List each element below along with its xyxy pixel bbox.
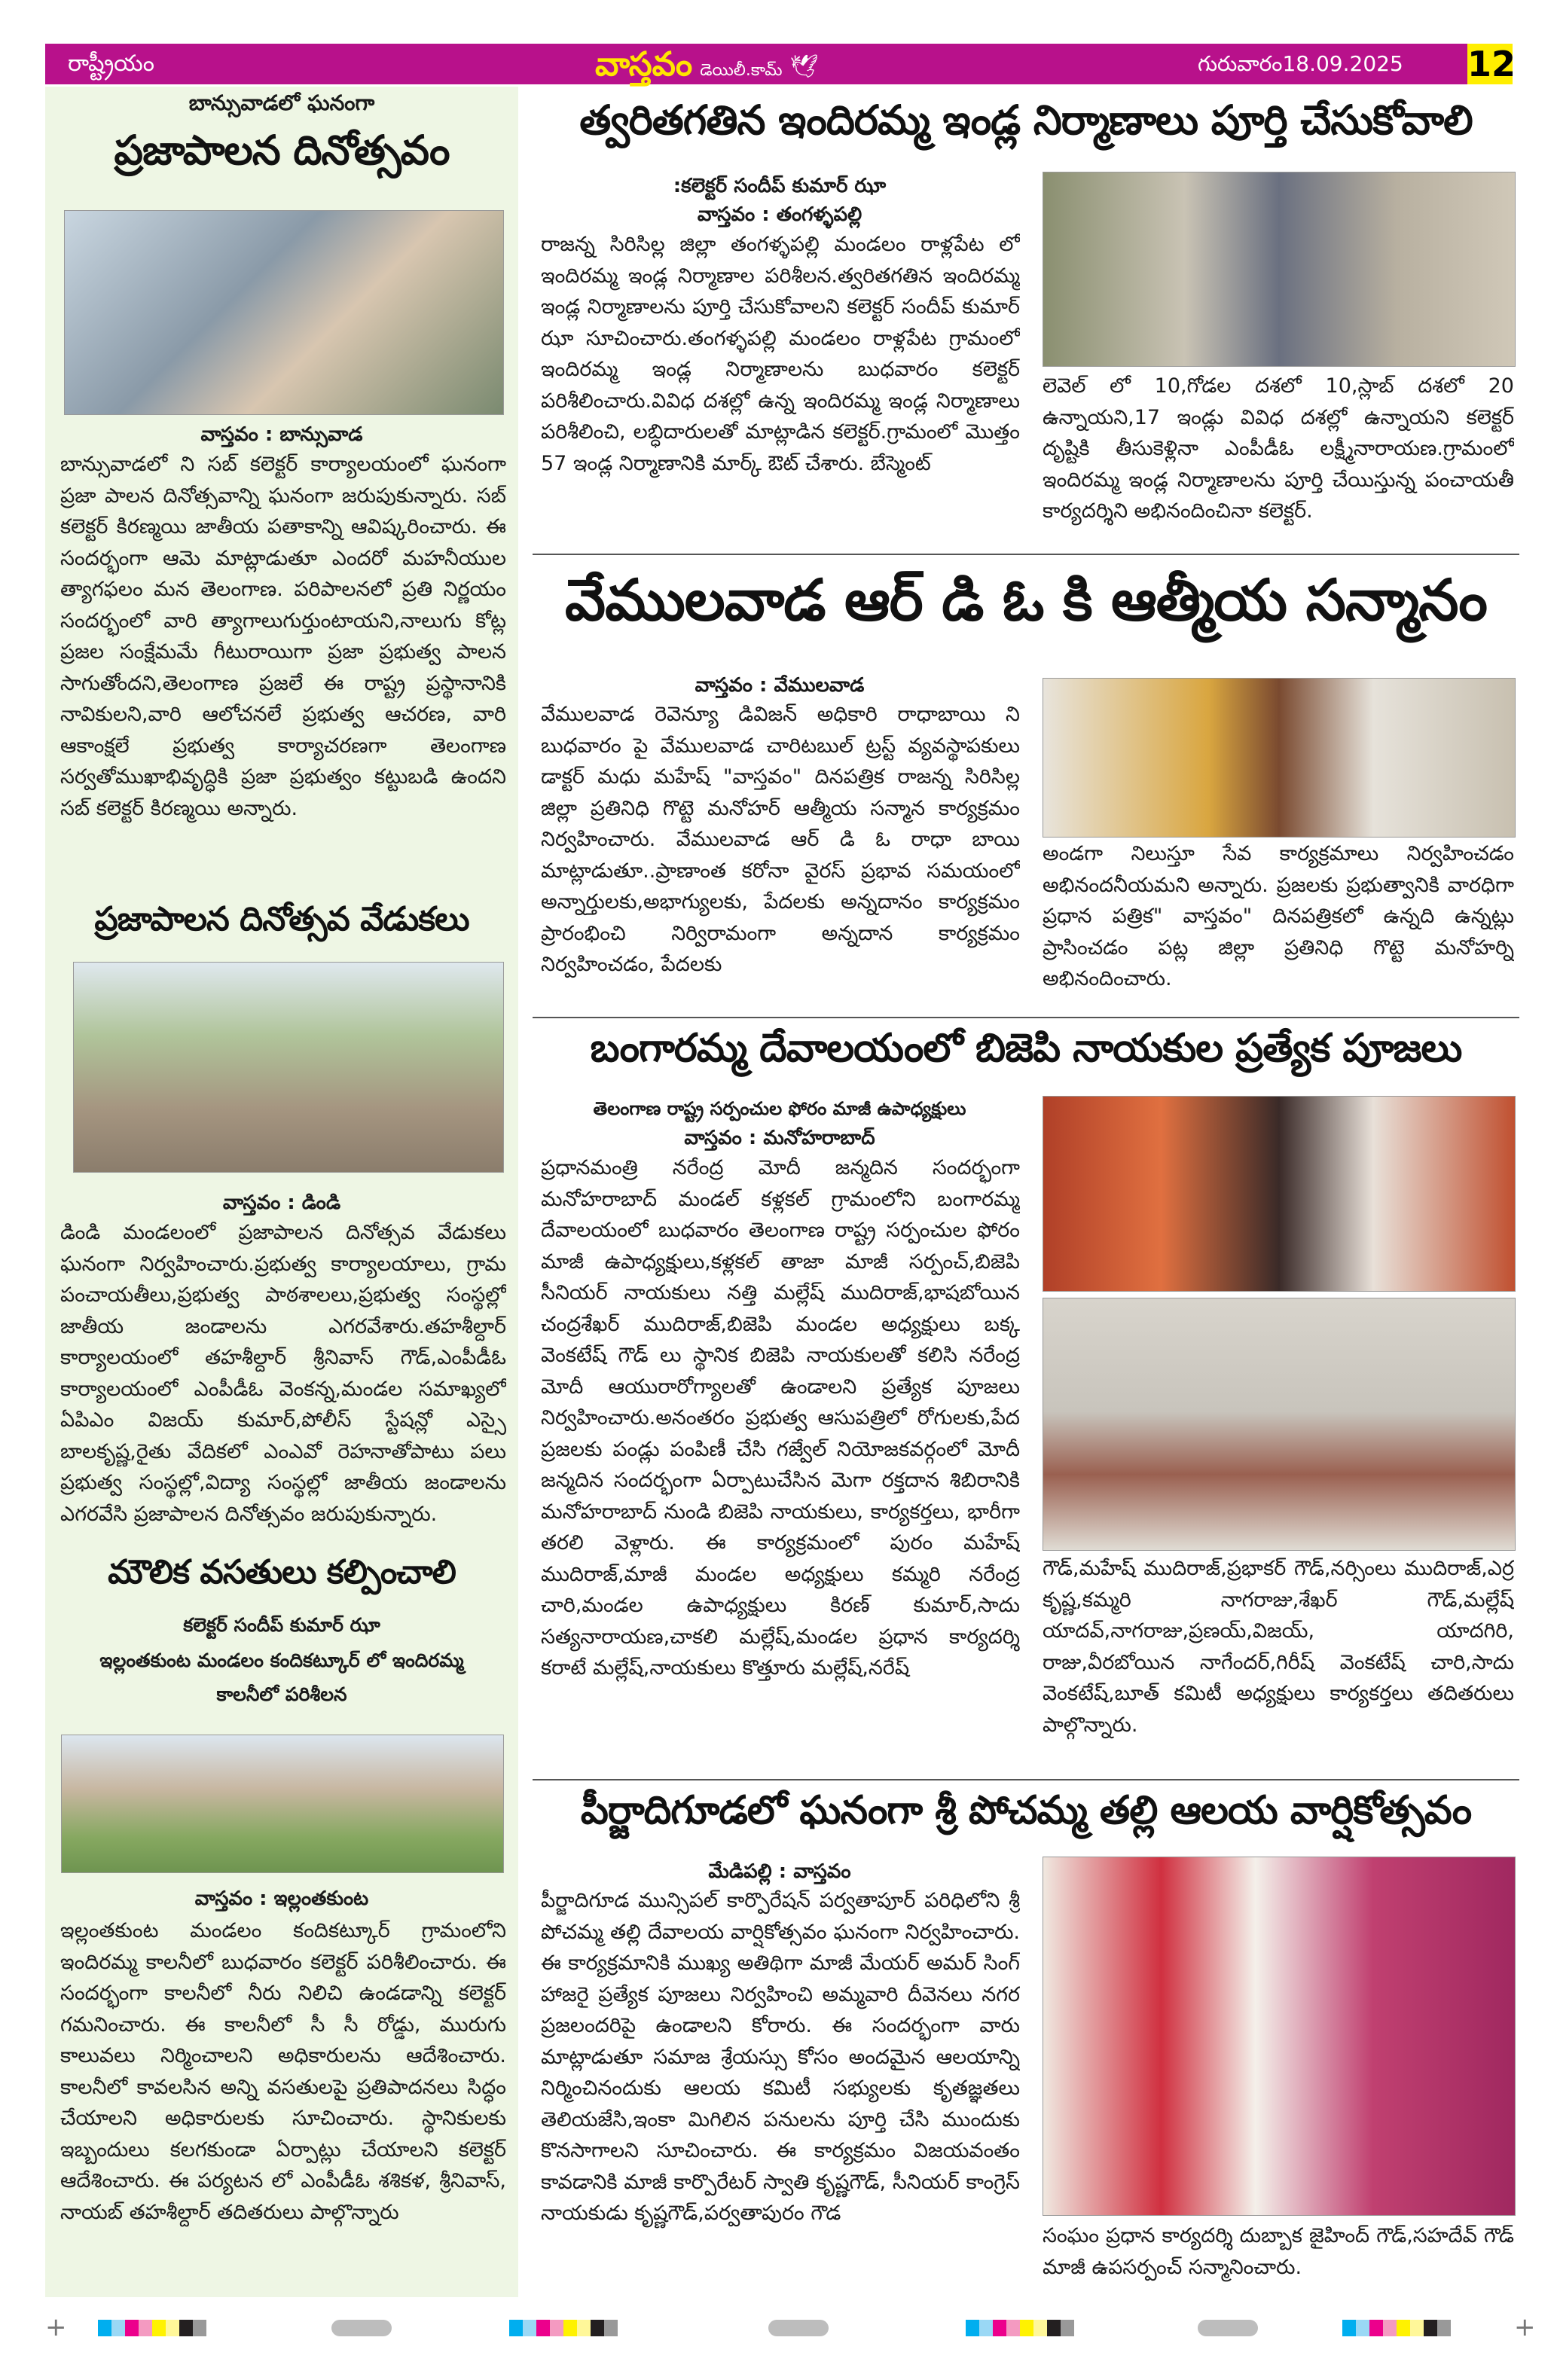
a4-body-col1: పీర్జాదిగూడ మున్సిపల్ కార్పొరేషన్ పర్వతాపూర్ పరిధిలోని శ్రీ పోచమ్మ తల్లి దేవాలయ వార్షికోత్సవం ఘనంగా నిర్వహించారు. ఈ కార్యక్రమానికి ముఖ్య అతిథిగా మాజీ మేయర్ అమర్ సింగ్ హాజరై ప్రత్యేక పూజలు నిర్వహించి అమ్మవారి దీవెనలు నగర ప్రజలందరిపై ఉండాలని కోరారు. ఈ సందర్భంగా వారు మాట్లాడుతూ సమాజ శ్రేయస్సు కోసం అందమైన ఆలయాన్ని నిర్మించినందుకు ఆలయ కమిటీ సభ్యులకు కృతజ్ఞతలు తెలియజేసి,ఇంకా మిగిలిన పనులను పూర్తి చేసి ముందుకు కొనసాగాలని సూచించారు. ఈ కార్యక్రమం విజయవంతం కావడానికి మాజీ కార్పొరేటర్ స్వాతి కృష్ణగౌడ్, సీనియర్ కాంగ్రెస్ నాయకుడు కృష్ణగౌడ్,పర్వతాపురం గౌడ	[541, 1889, 1020, 2225]
page-number: 12	[1467, 44, 1516, 84]
left-a3-sub3: కాలనీలో పరిశీలన	[216, 1683, 347, 1705]
left-a2-headline: ప్రజాపాలన దినోత్సవ వేడుకలు	[94, 900, 469, 938]
a2-body-col1: వేములవాడ రెవెన్యూ డివిజన్ అధికారి రాధాబాయి ని బుధవారం పై వేములవాడ చారిటబుల్ ట్రస్ట్ వ్యవస్థాపకులు డాక్టర్ మధు మహేష్ "వాస్తవం" దినపత్రిక రాజన్న సిరిసిల్ల జిల్లా ప్రతినిధి గొట్టె మనోహర్ ఆత్మీయ సన్మాన కార్యక్రమం నిర్వహించారు. వేములవాడ ఆర్ డి ఓ రాధా బాయి మాట్లాడుతూ..ప్రాణాంత కరోనా వైరస్ ప్రభావ సమయంలో అన్నార్తులకు,అభాగ్యులకు, పేదలకు అన్నదానం కార్యక్రమం ప్రారంభించి నిర్విరామంగా అన్నదాన కార్యక్రమం నిర్వహించడం, పేదలకు	[541, 703, 1020, 976]
a3-headline: బంగారమ్మ దేవాలయంలో బిజెపి నాయకుల ప్రత్యేక పూజలు	[590, 1026, 1462, 1071]
left-a1-dateline: వాస్తవం : బాన్సువాడ	[200, 423, 363, 446]
divider	[533, 554, 1519, 555]
color-bar	[966, 2320, 1074, 2336]
issue-date: గురువారం18.09.2025	[1198, 51, 1403, 76]
left-a1-headline: ప్రజాపాలన దినోత్సవం	[114, 127, 450, 174]
a3-body-col1: ప్రధానమంత్రి నరేంద్ర మోదీ జన్మదిన సందర్భంగా మనోహరాబాద్ మండల్ కళ్లకల్ గ్రామంలోని బంగారమ్మ దేవాలయంలో బుధవారం తెలంగాణ రాష్ట్ర సర్పంచుల ఫోరం మాజీ ఉపాధ్యక్షులు,కళ్లకల్ తాజా మాజీ సర్పంచ్,బిజెపి సీనియర్ నాయకులు నత్తి మల్లేష్ ముదిరాజ్,భాషబోయిన చంద్రశేఖర్ ముదిరాజ్,బిజెపి మండల అధ్యక్షులు బక్క వెంకటేష్ గౌడ్ లు స్థానిక బిజెపి నాయకులతో కలిసి నరేంద్ర మోదీ ఆయురారోగ్యాలతో ఉండాలని ప్రత్యేక పూజలు నిర్వహించారు.అనంతరం ప్రభుత్వ ఆసుపత్రిలో రోగులకు,పేద ప్రజలకు పండ్లు పంపిణీ చేసి గజ్వేల్ నియోజకవర్గంలో మోదీ జన్మదిన సందర్భంగా ఏర్పాటుచేసిన మెగా రక్తదాన శిబిరానికి మనోహరాబాద్ నుండి బిజెపి నాయకులు, కార్యకర్తలు, భారీగా తరలి వెళ్లారు. ఈ కార్యక్రమంలో పురం మహేష్ ముదిరాజ్,మాజీ మండల అధ్యక్షులు కమ్మరి నరేంద్ర చారి,మండల ఉపాధ్యక్షులు కిరణ్ కుమార్,సాదు సత్యనారాయణ,చాకలి మల్లేష్,మండల ప్రధాన కార్యదర్శి కరాటే మల్లేష్,నాయకులు కొత్తూరు మల్లేష్,నరేష్	[541, 1156, 1020, 1680]
newspaper-logo	[595, 42, 819, 84]
left-a3-sub2: ఇల్లంతకుంట మండలం కందికట్కూర్ లో ఇందిరమ్మ	[99, 1649, 464, 1671]
a4-body-col2: సంఘం ప్రధాన కార్యదర్శి దుబ్బాక జైహింద్ గౌడ్,సహదేవ్ గౌడ్ మాజీ ఉపసర్పంచ్ సన్మానించారు.	[1043, 2224, 1514, 2279]
a3-dateline: వాస్తవం : మనోహరాబాద్	[684, 1127, 875, 1149]
a1-photo	[1043, 172, 1516, 367]
left-a1-body: బాన్సువాడలో ని సబ్ కలెక్టర్ కార్యాలయంలో ఘనంగా ప్రజా పాలన దినోత్సవాన్ని ఘనంగా జరుపుకున్నారు. సబ్ కలెక్టర్ కిరణ్మయి జాతీయ పతాకాన్ని ఆవిష్కరించారు. ఈ సందర్భంగా ఆమె మాట్లాడుతూ ఎందరో మహనీయుల త్యాగఫలం మన తెలంగాణ. పరిపాలనలో ప్రతి నిర్ణయం సందర్భంలో వారి త్యాగాలుగుర్తుంటాయని,నాలుగు కోట్ల ప్రజల సంక్షేమమే గీటురాయిగా ప్రజా ప్రభుత్వ పాలన సాగుతోందని,తెలంగాణ ప్రజలే ఈ రాష్ట్ర ప్రస్థానానికి నావికులని,వారి ఆలోచనలే ప్రభుత్వ ఆచరణ, వారి ఆకాంక్షలే ప్రభుత్వ కార్యాచరణగా తెలంగాణ సర్వతోముఖాభివృద్ధికి ప్రజా ప్రభుత్వం కట్టుబడి ఉందని సబ్ కలెక్టర్ కిరణ్మయి అన్నారు.	[60, 453, 506, 820]
a2-dateline: వాస్తవం : వేములవాడ	[695, 674, 865, 697]
a1-headline: త్వరితగతిన ఇందిరమ్మ ఇండ్ల నిర్మాణాలు పూర్తి చేసుకోవాలి	[579, 96, 1473, 144]
registration-pill	[331, 2320, 392, 2336]
left-a3-photo	[61, 1735, 504, 1873]
left-a3-dateline: వాస్తవం : ఇల్లంతకుంట	[194, 1887, 369, 1910]
divider	[533, 1779, 1519, 1780]
divider	[533, 1017, 1519, 1018]
a2-photo	[1043, 678, 1516, 838]
registration-cross-icon: +	[45, 2312, 67, 2342]
left-a1-kicker: బాన్సువాడలో ఘనంగా	[188, 90, 375, 115]
left-a2-dateline: వాస్తవం : డిండి	[222, 1192, 341, 1214]
bird-icon: 🕊	[789, 53, 819, 80]
a2-body-col2: అండగా నిలుస్తూ సేవ కార్యక్రమాలు నిర్వహించడం అభినందనీయమని అన్నారు. ప్రజలకు ప్రభుత్వానికి వారధిగా ప్రధాన పత్రిక" వాస్తవం" దినపత్రికలో ఉన్నది ఉన్నట్లు ప్రాసించడం పట్ల జిల్లా ప్రతినిధి గొట్టె మనోహర్ని అభినందించారు.	[1043, 842, 1514, 990]
a3-body-col2: గౌడ్,మహేష్ ముదిరాజ్,ప్రభాకర్ గౌడ్,నర్సింలు ముదిరాజ్,ఎర్ర కృష్ణ,కమ్మరి నాగరాజు,శేఖర్ గౌడ్,మల్లేష్ యాదవ్,నాగరాజు,ప్రణయ్,విజయ్, యాదగిరి, రాజు,వీరబోయిన నాగేందర్,గిరీష్ వెంకటేష్ చారి,సాదు వెంకటేష్,బూత్ కమిటీ అధ్యక్షులు కార్యకర్తలు తదితరులు పాల్గొన్నారు.	[1043, 1557, 1514, 1737]
registration-pill	[768, 2320, 829, 2336]
color-bar	[1342, 2320, 1451, 2336]
left-a3-body: ఇల్లంతకుంట మండలం కందికట్కూర్ గ్రామంలోని ఇందిరమ్మ కాలనీలో బుధవారం కలెక్టర్ పరిశీలించారు. ఈ సందర్భంగా కాలనీలో నీరు నిలిచి ఉండడాన్ని కలెక్టర్ గమనించారు. ఈ కాలనీలో సీ సీ రోడ్డు, మురుగు కాలువలు నిర్మించాలని అధికారులను ఆదేశించారు. కాలనీలో కావలసిన అన్ని వసతులపై ప్రతిపాదనలు సిద్ధం చేయాలని అధికారులకు సూచించారు. స్థానికులకు ఇబ్బందులు కలగకుండా ఏర్పాట్లు చేయాలని కలెక్టర్ ఆదేశించారు. ఈ పర్యటన లో ఎంపీడీఓ శశికళ, శ్రీనివాస్, నాయబ్ తహశీల్దార్ తదితరులు పాల్గొన్నారు	[60, 1919, 506, 2224]
a4-headline: పీర్జాదిగూడలో ఘనంగా శ్రీ పోచమ్మ తల్లి ఆలయ వార్షికోత్సవం	[580, 1788, 1472, 1833]
logo-sub: డెయిలీ.కామ్	[700, 61, 783, 80]
left-a3-headline: మౌలిక వసతులు కల్పించాలి	[108, 1553, 456, 1591]
section-name: రాష్ట్రీయం	[68, 50, 154, 77]
registration-pill	[1198, 2320, 1258, 2336]
a1-byline: :కలెక్టర్ సందీప్ కుమార్ ఝా	[673, 175, 887, 197]
a2-headline: వేములవాడ ఆర్ డి ఓ కి ఆత్మీయ సన్మానం	[565, 566, 1487, 633]
a3-photo-hospital	[1043, 1298, 1516, 1551]
color-bar	[98, 2320, 206, 2336]
color-bar	[509, 2320, 618, 2336]
registration-cross-icon: +	[1514, 2312, 1536, 2342]
a3-photo-temple	[1043, 1096, 1516, 1292]
a3-sub: తెలంగాణ రాష్ట్ర సర్పంచుల ఫోరం మాజీ ఉపాధ్యక్షులు	[593, 1098, 966, 1119]
left-a2-body: డిండి మండలంలో ప్రజాపాలన దినోత్సవ వేడుకలు ఘనంగా నిర్వహించారు.ప్రభుత్వ కార్యాలయాలు, గ్రామ పంచాయతీలు,ప్రభుత్వ పాఠశాలలు,ప్రభుత్వ సంస్థల్లో జాతీయ జండాలను ఎగరవేశారు.తహశీల్దార్ కార్యాలయంలో తహశీల్దార్ శ్రీనివాస్ గౌడ్,ఎంపీడీఓ కార్యాలయంలో ఎంపీడీఓ వెంకన్న,మండల సమాఖ్యలో ఏపిఎం విజయ్ కుమార్,పోలీస్ స్టేషన్లో ఎస్సై బాలకృష్ణ,రైతు వేదికలో ఎంఎవో రెహనాతోపాటు పలు ప్రభుత్వ సంస్థల్లో,విద్యా సంస్థల్లో జాతీయ జండాలను ఎగరవేసి ప్రజాపాలన దినోత్సవం జరుపుకున్నారు.	[60, 1221, 506, 1526]
a1-body-col2: లెవెల్ లో 10,గోడల దశలో 10,స్లాబ్ దశలో 20 ఉన్నాయని,17 ఇండ్లు వివిధ దశల్లో ఉన్నాయని కలెక్టర్ దృష్టికి తీసుకెళ్లినా ఎంపీడీఓ లక్ష్మీనారాయణ.గ్రామంలో ఇందిరమ్మ ఇండ్ల నిర్మాణాలను పూర్తి చేయిస్తున్న పంచాయతీ కార్యదర్శిని అభినందించినా కలెక్టర్.	[1043, 374, 1514, 523]
a1-dateline: వాస్తవం : తంగళ్ళపల్లి	[697, 203, 862, 226]
logo-main: వాస్తవం	[595, 45, 693, 84]
left-a3-sub1: కలెక్టర్ సందీప్ కుమార్ ఝా	[183, 1614, 380, 1636]
a4-dateline: మేడిపల్లి : వాస్తవం	[708, 1860, 851, 1883]
a4-photo	[1043, 1857, 1516, 2216]
left-a2-photo	[73, 962, 504, 1173]
a1-body-col1: రాజన్న సిరిసిల్ల జిల్లా తంగళ్ళపల్లి మండలం రాళ్లపేట లో ఇందిరమ్మ ఇండ్ల నిర్మాణాల పరిశీలన.త్వరితగతిన ఇందిరమ్మ ఇండ్ల నిర్మాణాలను పూర్తి చేసుకోవాలని కలెక్టర్ సందీప్ కుమార్ ఝా సూచించారు.తంగళ్ళపల్లి మండలం రాళ్లపేట గ్రామంలో ఇందిరమ్మ ఇండ్ల నిర్మాణాలను బుధవారం కలెక్టర్ పరిశీలించారు.వివిధ దశల్లో ఉన్న ఇందిరమ్మ ఇండ్ల నిర్మాణాలు పరిశీలించి, లబ్ధిదారులతో మాట్లాడిన కలెక్టర్.గ్రామంలో మొత్తం 57 ఇండ్ల నిర్మాణానికి మార్క్ ఔట్ చేశారు. బేస్మెంట్	[541, 233, 1020, 475]
left-a1-photo	[64, 210, 504, 415]
